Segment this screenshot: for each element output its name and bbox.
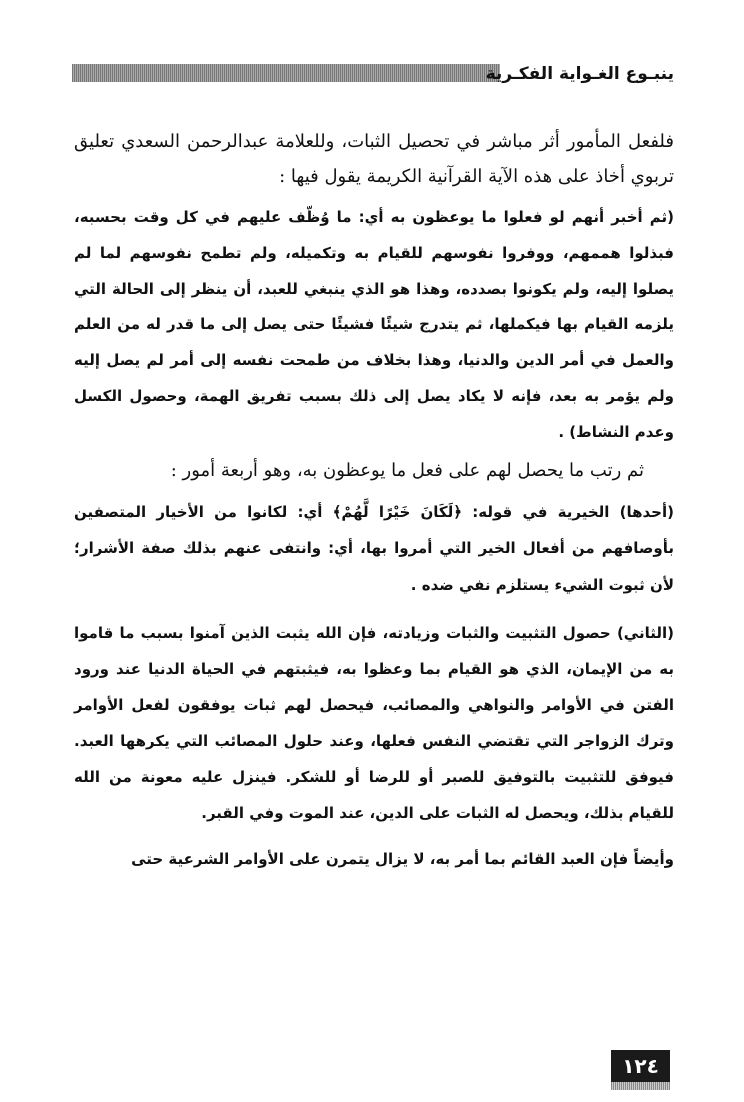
page-body bbox=[74, 124, 674, 877]
intro-paragraph: فلفعل المأمور أثر مباشر في تحصيل الثبات، وللعلامة عبدالرحمن السعدي تعليق تربوي أخاذ على هذه الآية القرآنية الكريمة يقول فيها : bbox=[74, 131, 674, 187]
point-one-paragraph: (أحدها) الخيرية في قوله: ﴿لَكَانَ خَيْرًا لَّهُمْ﴾ أي: لكانوا من الأخيار المتصفين بأوصافهم من أفعال الخير التي أمروا بها، أي: وانتفى عنهم بذلك صفة الأشرار؛ لأن ثبوت الشيء يستلزم نفي ضده . bbox=[74, 502, 674, 594]
page-number-decorative-strip bbox=[611, 1082, 670, 1090]
page-number: ١٢٤ bbox=[611, 1050, 670, 1082]
transition-paragraph: ثم رتب ما يحصل لهم على فعل ما يوعظون به، وهو أربعة أمور : bbox=[170, 459, 644, 481]
continuation-paragraph: وأيضاً فإن العبد القائم بما أمر به، لا يزال يتمرن على الأوامر الشرعية حتى bbox=[131, 850, 674, 869]
book-title: ينبـوع الغـواية الفكـرية bbox=[485, 64, 674, 84]
header-decorative-bar bbox=[72, 64, 500, 82]
point-two-paragraph: (الثاني) حصول التثبيت والثبات وزيادته، فإن الله يثبت الذين آمنوا بسبب ما قاموا به من الإيمان، الذي هو القيام بما وعظوا به، فيثبتهم في الحياة الدنيا عند ورود الفتن في الأوامر والنواهي والمصائب، فيحصل لهم ثبات يوفقون لفعل الأوامر وترك الزواجر التي تقتضي النفس فعلها، وعند حلول المصائب التي يكرهها العبد. فيوفق للتثبيت بالتوفيق للصبر أو للرضا أو للشكر. فينزل عليه معونة من الله للقيام بذلك، ويحصل له الثبات على الدين، عند الموت وفي القبر. bbox=[74, 624, 674, 823]
running-header bbox=[72, 60, 674, 88]
quoted-commentary: (ثم أخبر أنهم لو فعلوا ما يوعظون به أي: ما وُظّف عليهم في كل وقت بحسبه، فبذلوا هممهم، ووفروا نفوسهم للقيام به وتكميله، ولم تطمح نفوسهم لما لم يصلوا إليه، ولم يكونوا بصدده، وهذا هو الذي ينبغي للعبد، أن ينظر إلى الحالة التي يلزمه القيام بها فيكملها، ثم يتدرج شيئًا فشيئًا حتى يصل إلى ما قدر له من العلم والعمل في أمر الدين والدنيا، وهذا بخلاف من طمحت نفسه إلى أمر لم يصل إليه ولم يؤمر به بعد، فإنه لا يكاد يصل إلى ذلك بسبب تفريق الهمة، وحصول الكسل وعدم النشاط) . bbox=[74, 208, 674, 441]
